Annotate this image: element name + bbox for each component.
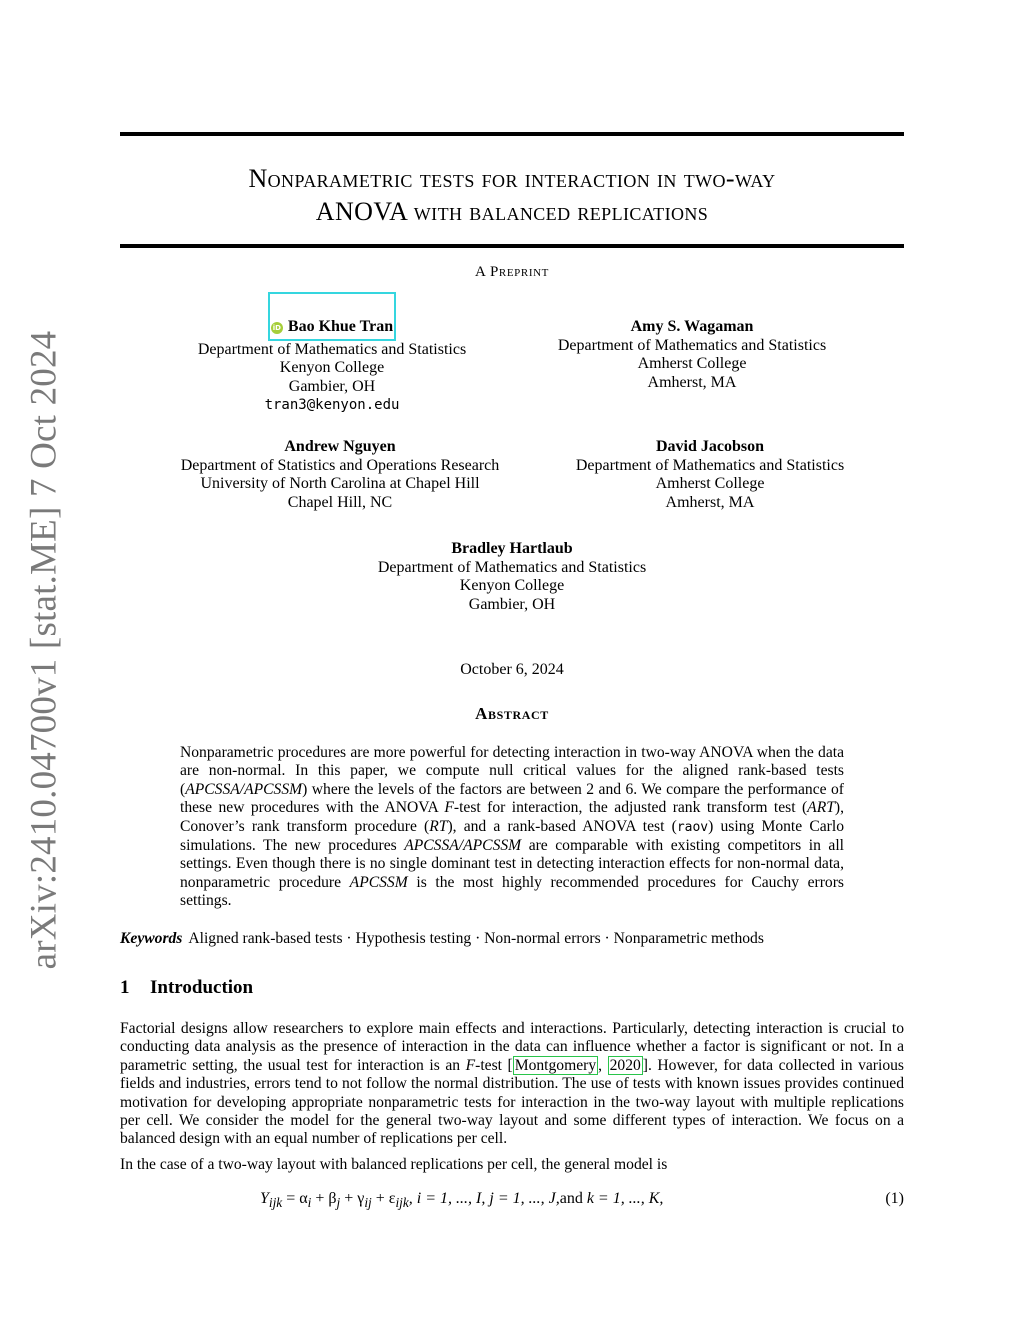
author-affiliation: Department of Mathematics and Statistics <box>377 558 647 576</box>
keywords-text: Aligned rank-based tests · Hypothesis testing · Non-normal errors · Nonparametric methods <box>188 930 764 947</box>
math-apcssa-apcssm: APCSSA/APCSSM <box>404 837 522 855</box>
author-name-4: David Jacobson <box>655 438 765 455</box>
paper-title <box>120 162 904 228</box>
intro-paragraph-2: In the case of a two-way layout with balanced replications per cell, the general model is <box>120 1155 668 1173</box>
author-email[interactable]: tran3@kenyon.edu <box>264 397 400 413</box>
title-line-2: ANOVA with balanced replications <box>315 197 709 226</box>
equation-1 <box>120 1190 904 1212</box>
author-affiliation: Department of Mathematics and Statistics <box>557 336 827 354</box>
citation-link-montgomery[interactable]: Montgomery <box>514 1056 597 1074</box>
author-location: Chapel Hill, NC <box>287 493 393 511</box>
abstract-heading: Abstract <box>475 704 549 723</box>
author-name-2: Amy S. Wagaman <box>630 318 754 335</box>
author-location: Gambier, OH <box>468 595 556 613</box>
section-number: 1 <box>120 977 130 998</box>
author-institution: Kenyon College <box>459 577 565 594</box>
author-block-5 <box>332 540 692 614</box>
author-name-3: Andrew Nguyen <box>284 438 396 455</box>
author-affiliation: Department of Mathematics and Statistics <box>575 456 845 474</box>
preprint-label: A Preprint <box>475 264 549 280</box>
intro-paragraph-1: Factorial designs allow researchers to explore main effects and interactions. Particularly, detecting interaction is crucial to conducting data analysis as the presence of interaction in the data can influence whether a factor is significant or not. In a parametric setting, the usual test for interaction is an F-test [ Montgomery , 2020 ]. However, for data collected in various fields and industries, errors tend to not follow the normal distribution. The use of tests with known issues provides continued motivation for developing appropriate nonparametric tests for interaction in the two-way layout with multiple replications per cell. We consider the model for the general two-way layout and some different types of interaction. We focus on a balanced design with an equal number of replications per cell. <box>120 1020 904 1148</box>
equation-number: (1) <box>885 1190 904 1207</box>
author-block-3 <box>140 438 540 512</box>
author-name-1 <box>152 318 512 341</box>
title-line-1: Nonparametric tests for interaction in two-way <box>248 164 776 193</box>
author-institution: University of North Carolina at Chapel Hill <box>200 475 480 492</box>
author-name-5: Bradley Hartlaub <box>451 540 573 557</box>
author-block-1 <box>152 318 512 415</box>
section-heading-introduction <box>120 977 253 999</box>
code-raov: raov <box>676 819 709 835</box>
title-top-rule <box>120 132 904 136</box>
author-block-2 <box>512 318 872 392</box>
abstract-text: Nonparametric procedures are more powerful for detecting interaction in two-way ANOVA when the data are non-normal. In this paper, we compute null critical values for the aligned rank-based tests (APCSSA/APCSSM) where the levels of the factors are between 2 and 6. We compare the performance of these new procedures with the ANOVA F-test for interaction, the adjusted rank transform test (ART), Conover’s rank transform procedure (RT), and a rank-based ANOVA test (raov) using Monte Carlo simulations. The new procedures APCSSA/APCSSM are comparable with existing competitors in all settings. Even though there is no single dominant test in detecting interaction effects for non-normal data, nonparametric procedure APCSSM is the most highly recommended procedures for Cauchy errors settings. <box>180 744 844 910</box>
author-institution: Amherst College <box>637 355 747 372</box>
author-location: Amherst, MA <box>665 493 755 511</box>
math-apcssm: APCSSM <box>349 873 408 891</box>
math-apcssa-apcssm: APCSSA/APCSSM <box>185 780 303 798</box>
keywords-label: Keywords <box>120 930 183 947</box>
author-institution: Amherst College <box>655 475 765 492</box>
arxiv-identifier: arXiv:2410.04700v1 [stat.ME] 7 Oct 2024 <box>23 330 65 970</box>
author-name-link[interactable]: iD Bao Khue Tran <box>268 292 396 341</box>
equation-body: $Y_{ijk} = \alpha_i + \beta_j + \gamma_{ij} + \varepsilon_{ijk}$, i = 1, ..., I, j = 1, ..., J,and k = 1, ..., K, <box>260 1190 664 1211</box>
author-institution: Kenyon College <box>279 359 385 376</box>
math-rt: RT <box>429 817 448 835</box>
author-affiliation: Department of Mathematics and Statistics <box>197 340 467 358</box>
author-location: Gambier, OH <box>288 377 376 395</box>
section-title: Introduction <box>150 977 254 998</box>
keywords-line <box>120 930 904 948</box>
author-location: Amherst, MA <box>647 373 737 391</box>
citation-link-2020[interactable]: 2020 <box>609 1056 641 1074</box>
introduction-body <box>120 1020 904 1181</box>
math-art: ART <box>807 799 835 817</box>
paper-date: October 6, 2024 <box>460 661 564 678</box>
title-bottom-rule <box>120 244 904 248</box>
author-affiliation: Department of Statistics and Operations Research <box>180 456 500 474</box>
math-f: F <box>444 799 454 817</box>
orcid-icon[interactable]: iD <box>272 324 281 332</box>
author-block-4 <box>530 438 890 512</box>
